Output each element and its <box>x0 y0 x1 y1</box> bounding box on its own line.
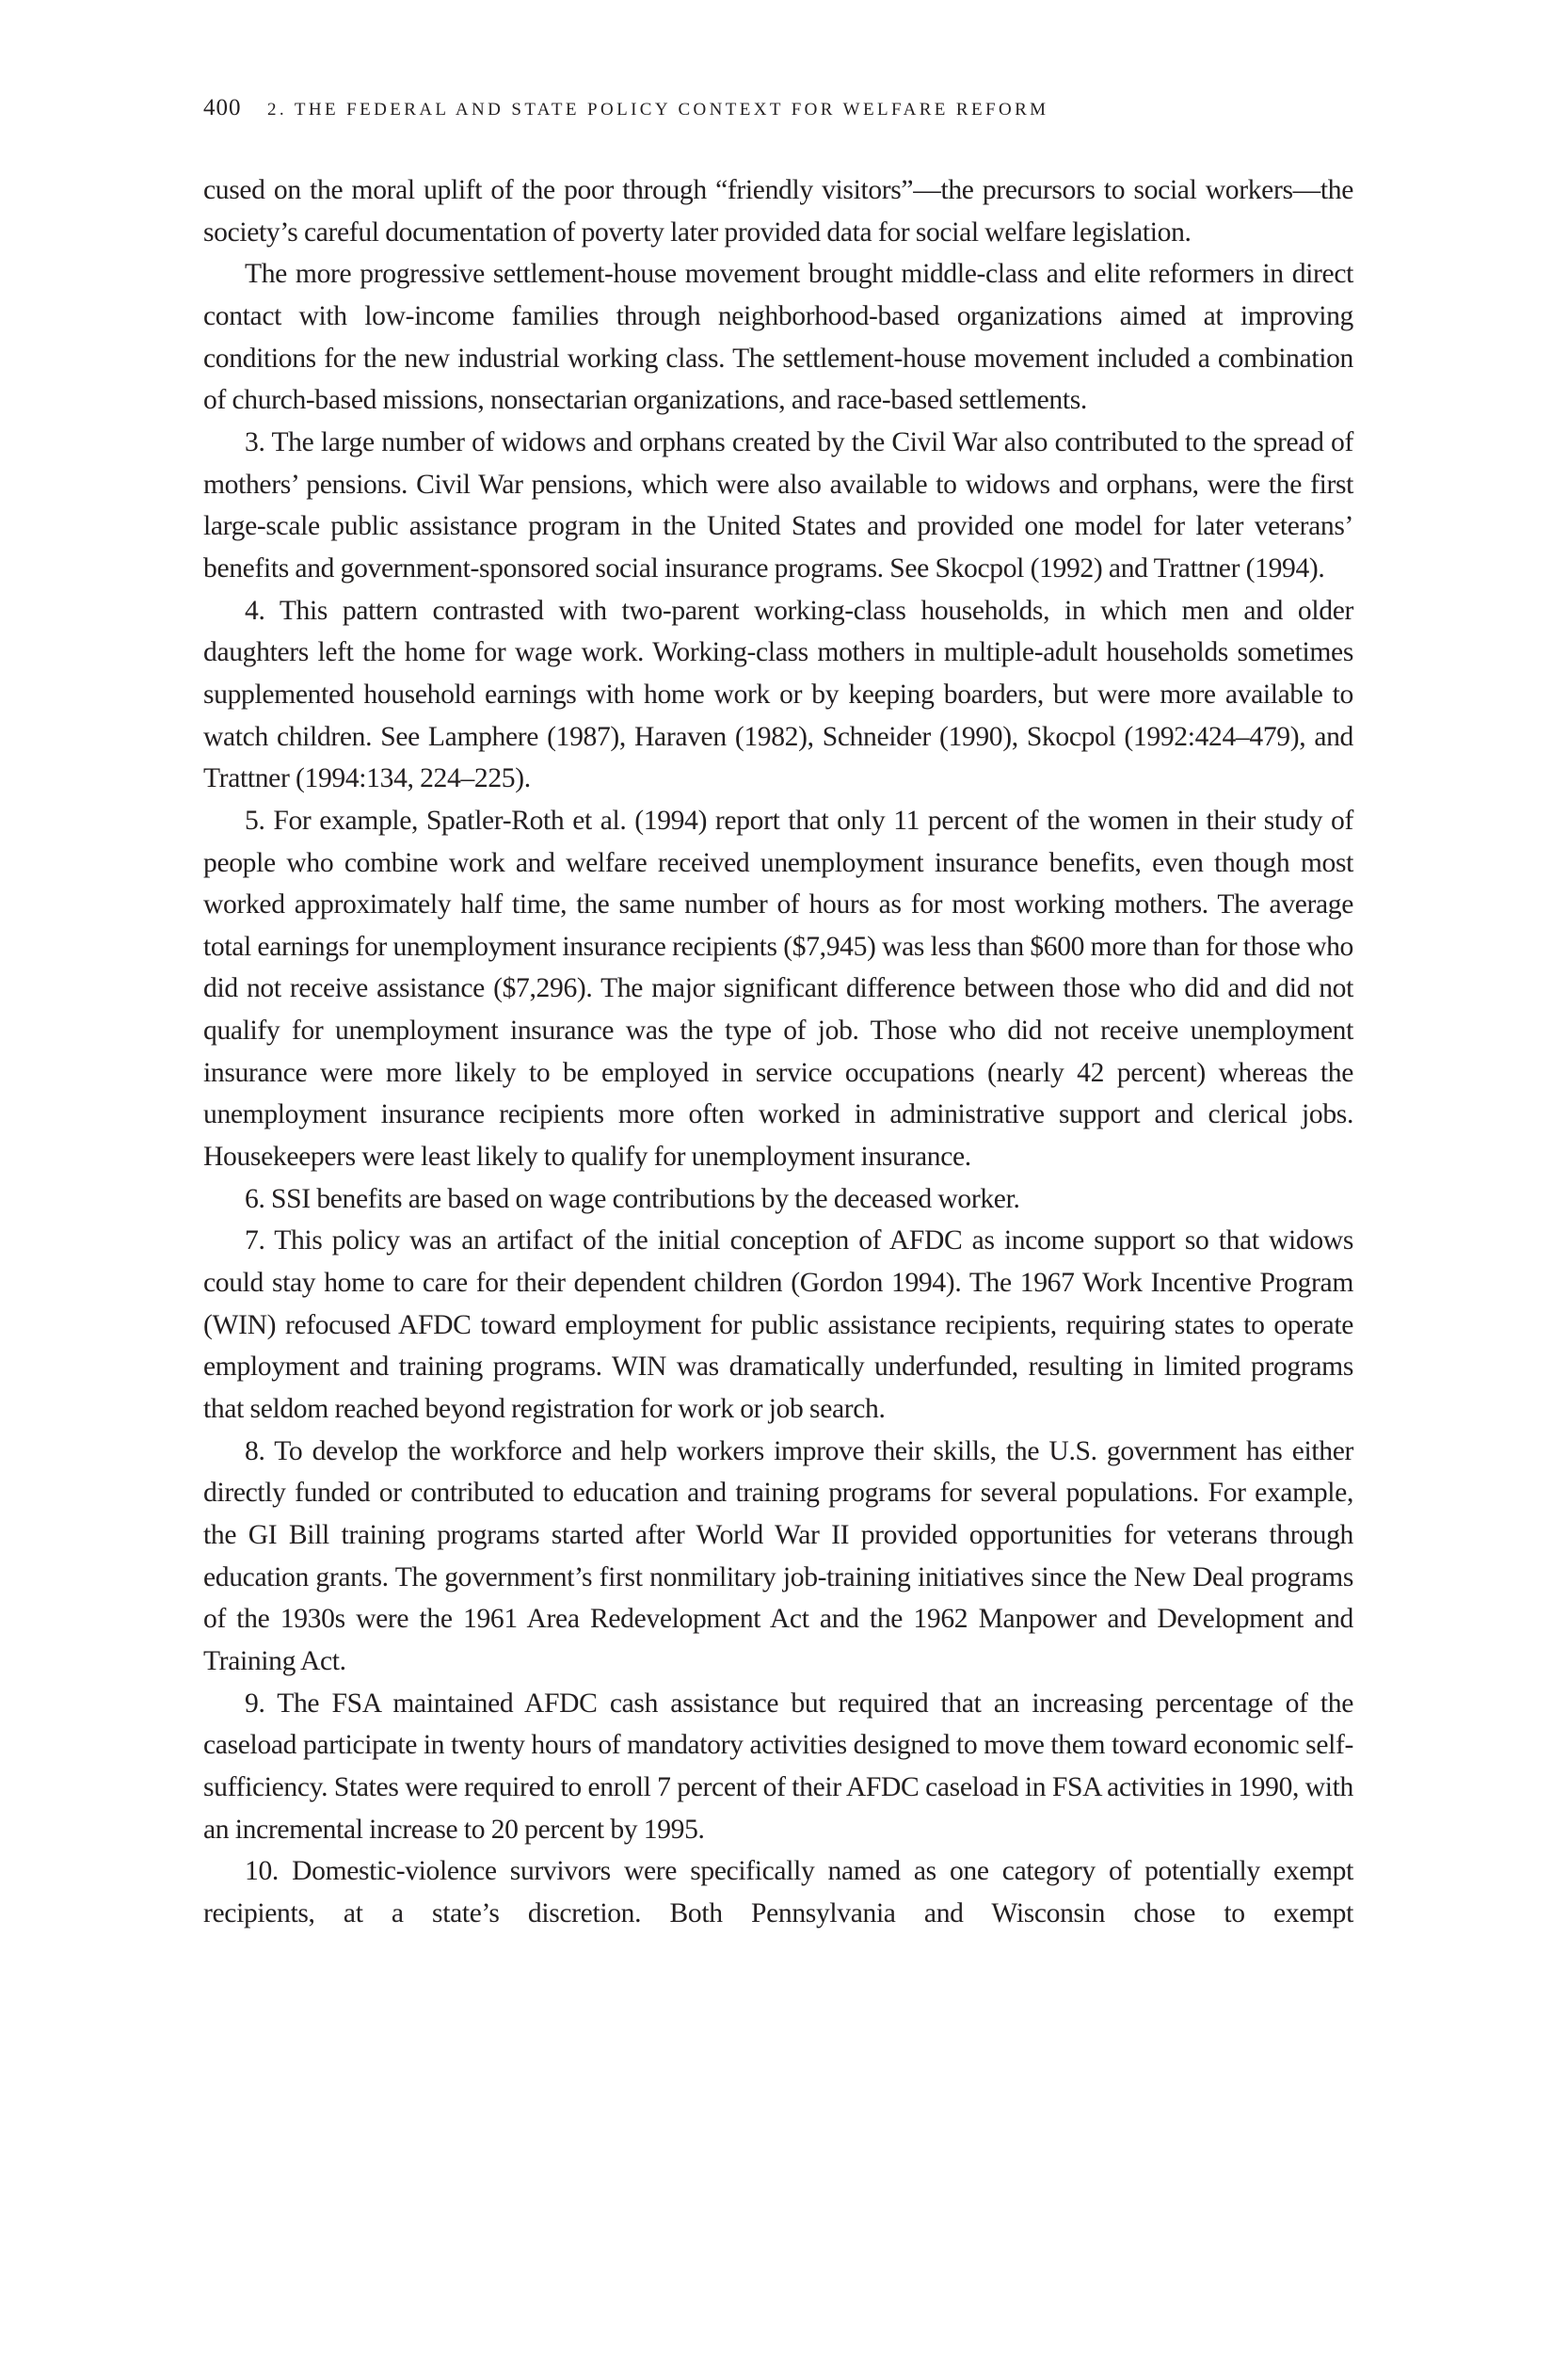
endnote-8: 8. To develop the workforce and help workers improve their skills, the U.S. government has either directly funded or contributed to education and training programs for several populations. For example, the GI Bill training programs started after World War II provided opportunities for veterans through education grants. The government’s first nonmilitary job-training initiatives since the New Deal programs of the 1930s were the 1961 Area Redevelopment Act and the 1962 Manpower and Development and Training Act. <box>203 1435 1353 1676</box>
page-number: 400 <box>203 95 242 120</box>
running-head <box>203 94 1353 122</box>
endnote-5: 5. For example, Spatler-Roth et al. (1994) report that only 11 percent of the women in their study of people who combine work and welfare received unemployment insurance benefits, even though most worked approximately half time, the same number of hours as for most working mothers. The average total earnings for unemployment insurance recipients ($7,945) was less than $600 more than for those who did not receive assistance ($7,296). The major significant difference between those who did and did not qualify for unemployment insurance was the type of job. Those who did not receive unemployment insurance were more likely to be employed in service occupations (nearly 42 percent) whereas the unemployment insurance recipients more often worked in administrative support and clerical jobs. Housekeepers were least likely to qualify for unemployment insurance. <box>203 805 1353 1173</box>
endnote-4: 4. This pattern contrasted with two-parent working-class households, in which men and older daughters left the home for wage work. Working-class mothers in multiple-adult households sometimes supplemented household earnings with home work or by keeping boarders, but were more available to watch children. See Lamphere (1987), Haraven (1982), Schneider (1990), Skocpol (1992:424–479), and Trattner (1994:134, 224–225). <box>203 595 1353 794</box>
endnote-10: 10. Domestic-violence survivors were specifically named as one category of potentially exempt recipients, at a state’s discretion. Both Pennsylvania and Wisconsin chose to exempt <box>203 1856 1353 1928</box>
endnote-3: 3. The large number of widows and orphans created by the Civil War also contributed to the spread of mothers’ pensions. Civil War pensions, which were also available to widows and orphans, were the first large-scale public assistance program in the United States and provided one model for later veterans’ benefits and government-sponsored social insurance programs. See Skocpol (1992) and Trattner (1994). <box>203 426 1353 584</box>
endnote-6: 6. SSI benefits are based on wage contributions by the deceased worker. <box>245 1183 1020 1214</box>
running-section-title: 2. THE FEDERAL AND STATE POLICY CONTEXT FOR WELFARE REFORM <box>267 100 1049 120</box>
endnote-7: 7. This policy was an artifact of the initial conception of AFDC as income support so that widows could stay home to care for their dependent children (Gordon 1994). The 1967 Work Incentive Program (WIN) refocused AFDC toward employment for public assistance recipients, requiring states to operate employment and training programs. WIN was dramatically underfunded, resulting in limited programs that seldom reached beyond registration for work or job search. <box>203 1225 1353 1425</box>
notes-text-block <box>203 169 1353 1935</box>
paragraph-continuation: cused on the moral uplift of the poor through “friendly visitors”—the precursors to social workers—the society’s careful documentation of poverty later provided data for social welfare legislation. <box>203 175 1353 248</box>
paragraph-settlement-house: The more progressive settlement-house movement brought middle-class and elite reformers in direct contact with low-income families through neighborhood-based organizations aimed at improving conditions for the new industrial working class. The settlement-house movement included a combination of church-based missions, nonsectarian organizations, and race-based settlements. <box>203 259 1353 416</box>
endnote-9: 9. The FSA maintained AFDC cash assistance but required that an increasing percentage of the caseload participate in twenty hours of mandatory activities designed to move them toward economic self-sufficiency. States were required to enroll 7 percent of their AFDC caseload in FSA activities in 1990, with an incremental increase to 20 percent by 1995. <box>203 1688 1353 1845</box>
